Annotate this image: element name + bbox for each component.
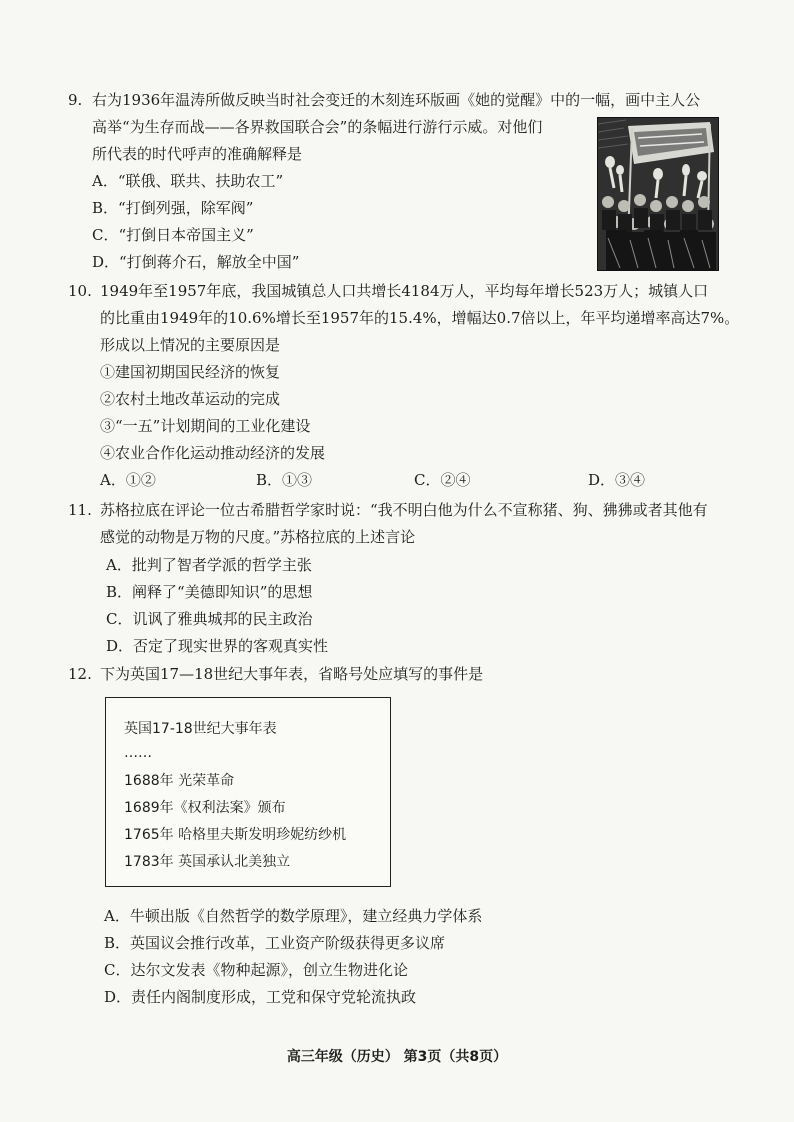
question-10-option-b[interactable]: B．①③ <box>256 471 313 489</box>
question-10-option-a[interactable]: A．①② <box>100 471 156 489</box>
question-11-line-1: 苏格拉底在评论一位古希腊哲学家时说：“我不明白他为什么不宣称猪、狗、狒狒或者其他有 <box>100 501 708 519</box>
question-9-number: 9. <box>68 91 83 109</box>
question-10-line-1: 1949年至1957年底，我国城镇总人口共增长4184万人，平均每年增长523万人；城镇人口 <box>100 282 709 300</box>
question-10-option-d[interactable]: D．③④ <box>588 471 646 489</box>
woodcut-illustration <box>598 118 718 270</box>
question-10-item-1: ①建国初期国民经济的恢复 <box>100 363 281 381</box>
timeline-ellipsis: …… <box>124 745 152 761</box>
question-11-option-a[interactable]: A．批判了智者学派的哲学主张 <box>106 556 312 574</box>
question-10-item-3: ③“一五”计划期间的工业化建设 <box>100 417 311 435</box>
timeline-table <box>105 697 391 887</box>
timeline-row: 1783年 英国承认北美独立 <box>124 854 291 870</box>
question-9-line-1: 右为1936年温涛所做反映当时社会变迁的木刻连环版画《她的觉醒》中的一幅，画中主人公 <box>92 91 701 109</box>
page-footer: 高三年级（历史） 第3页（共8页） <box>286 1049 508 1065</box>
question-12-option-d[interactable]: D．责任内阁制度形成，工党和保守党轮流执政 <box>104 988 417 1006</box>
timeline-row: 1689年《权利法案》颁布 <box>124 800 286 816</box>
question-9-line-2: 高举“为生存而战——各界救国联合会”的条幅进行游行示威。对他们 <box>92 118 543 136</box>
question-10-option-c[interactable]: C．②④ <box>414 471 471 489</box>
question-12-option-b[interactable]: B．英国议会推行改革，工业资产阶级获得更多议席 <box>104 934 446 952</box>
question-9-option-a[interactable]: A．“联俄、联共、扶助农工” <box>92 172 284 190</box>
question-9-option-b[interactable]: B．“打倒列强，除军阀” <box>92 199 254 217</box>
question-11-line-2: 感觉的动物是万物的尺度。”苏格拉底的上述言论 <box>100 528 416 546</box>
question-12-option-c[interactable]: C．达尔文发表《物种起源》，创立生物进化论 <box>104 961 408 979</box>
woodcut-print-image <box>597 117 719 271</box>
question-9-option-c[interactable]: C．“打倒日本帝国主义” <box>92 226 254 244</box>
question-11-option-c[interactable]: C．讥讽了雅典城邦的民主政治 <box>106 610 313 628</box>
question-10-line-2: 的比重由1949年的10.6%增长至1957年的15.4%，增幅达0.7倍以上，年平均递增率高达7%。 <box>100 309 740 327</box>
question-12-line-1: 下为英国17—18世纪大事年表，省略号处应填写的事件是 <box>100 665 484 683</box>
timeline-row: 1765年 哈格里夫斯发明珍妮纺纱机 <box>124 827 347 843</box>
question-10-number: 10. <box>68 282 92 300</box>
question-11-option-d[interactable]: D．否定了现实世界的客观真实性 <box>106 637 329 655</box>
question-11-number: 11. <box>68 501 92 519</box>
question-11-option-b[interactable]: B．阐释了“美德即知识”的思想 <box>106 583 313 601</box>
timeline-title: 英国17-18世纪大事年表 <box>124 721 277 737</box>
question-12-option-a[interactable]: A．牛顿出版《自然哲学的数学原理》，建立经典力学体系 <box>104 907 483 925</box>
timeline-row: 1688年 光荣革命 <box>124 773 235 789</box>
question-9-line-3: 所代表的时代呼声的准确解释是 <box>92 145 303 163</box>
question-9-option-d[interactable]: D．“打倒蒋介石，解放全中国” <box>92 253 300 271</box>
question-10-line-3: 形成以上情况的主要原因是 <box>100 336 281 354</box>
question-12-number: 12. <box>68 665 92 683</box>
question-10-item-2: ②农村土地改革运动的完成 <box>100 390 281 408</box>
question-10-item-4: ④农业合作化运动推动经济的发展 <box>100 444 326 462</box>
